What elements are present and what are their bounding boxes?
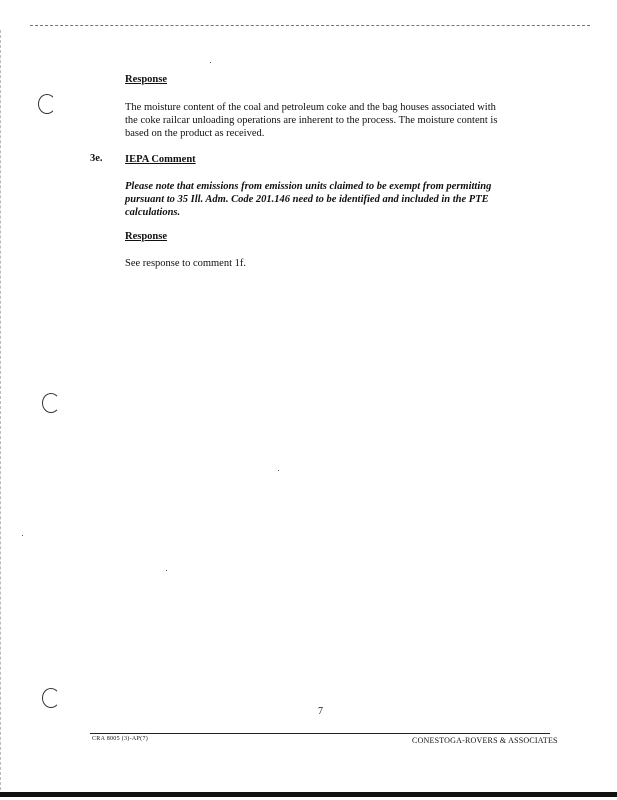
punch-hole-top-icon: [38, 94, 56, 114]
scan-speck: [166, 570, 167, 571]
left-scan-edge: [0, 30, 1, 790]
footer-rule: [90, 733, 550, 734]
response-heading-1: Response: [125, 74, 168, 85]
footer-company-name: CONESTOGA-ROVERS & ASSOCIATES: [412, 736, 558, 745]
comment-line-1: Please note that emissions from emission units claimed to be exempt from permitting: [125, 181, 492, 192]
response-body-1: [125, 101, 555, 140]
comment-line-3: calculations.: [125, 207, 181, 218]
bottom-scan-edge: [0, 792, 617, 797]
item-number-3e: 3e.: [90, 153, 103, 164]
top-scan-line: [30, 25, 590, 26]
scan-speck: [278, 470, 279, 471]
scan-speck: [210, 62, 211, 63]
iepa-comment-heading: IEPA Comment: [125, 154, 196, 165]
comment-line-2: pursuant to 35 Ill. Adm. Code 201.146 need to be identified and included in the PTE: [125, 194, 489, 205]
response-line-2: the coke railcar unloading operations are inherent to the process. The moisture content is: [125, 115, 498, 126]
punch-hole-bottom-icon: [42, 688, 60, 708]
response-line-1: The moisture content of the coal and petroleum coke and the bag houses associated with: [125, 102, 496, 113]
iepa-comment-body: [125, 180, 555, 219]
footer-document-code: CRA 8005 (3)-AP(7): [92, 736, 149, 742]
response-heading-2: Response: [125, 231, 168, 242]
response-body-2: See response to comment 1f.: [125, 258, 247, 269]
scan-speck: [22, 535, 23, 536]
page-number: 7: [318, 706, 323, 717]
punch-hole-middle-icon: [42, 393, 60, 413]
response-line-3: based on the product as received.: [125, 128, 265, 139]
